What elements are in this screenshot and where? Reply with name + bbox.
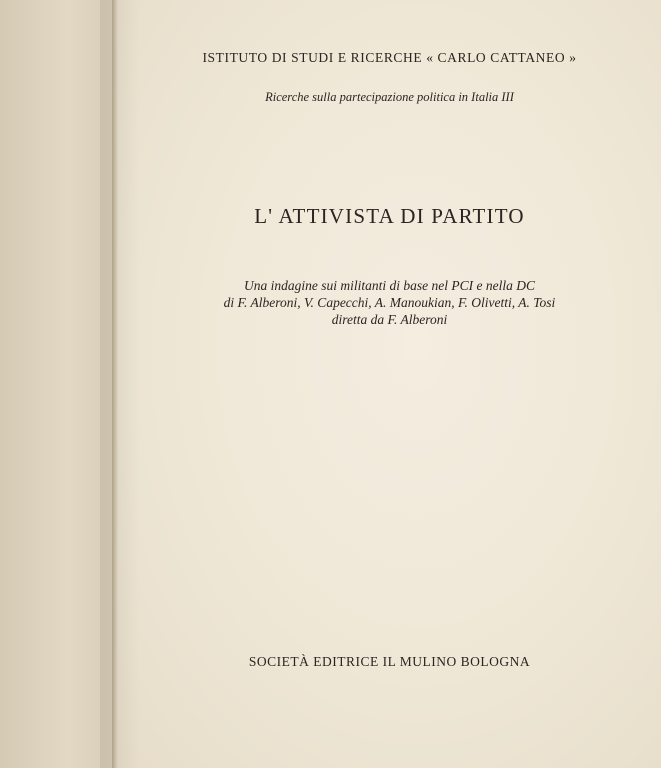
authors-line: di F. Alberoni, V. Capecchi, A. Manoukian, F. Olivetti, A. Tosi	[223, 295, 556, 310]
book-title: L' ATTIVISTA DI PARTITO	[254, 204, 525, 228]
series-title: Ricerche sulla partecipazione politica in Italia III	[265, 90, 514, 104]
subtitle-line: Una indagine sui militanti di base nel PCI e nella DC	[244, 278, 535, 293]
previous-page	[0, 0, 113, 768]
title-page	[118, 0, 661, 768]
publisher: SOCIETÀ EDITRICE IL MULINO BOLOGNA	[248, 654, 531, 669]
editor-line: diretta da F. Alberoni	[331, 312, 448, 327]
institute-name: ISTITUTO DI STUDI E RICERCHE « CARLO CATTANEO »	[202, 50, 577, 65]
